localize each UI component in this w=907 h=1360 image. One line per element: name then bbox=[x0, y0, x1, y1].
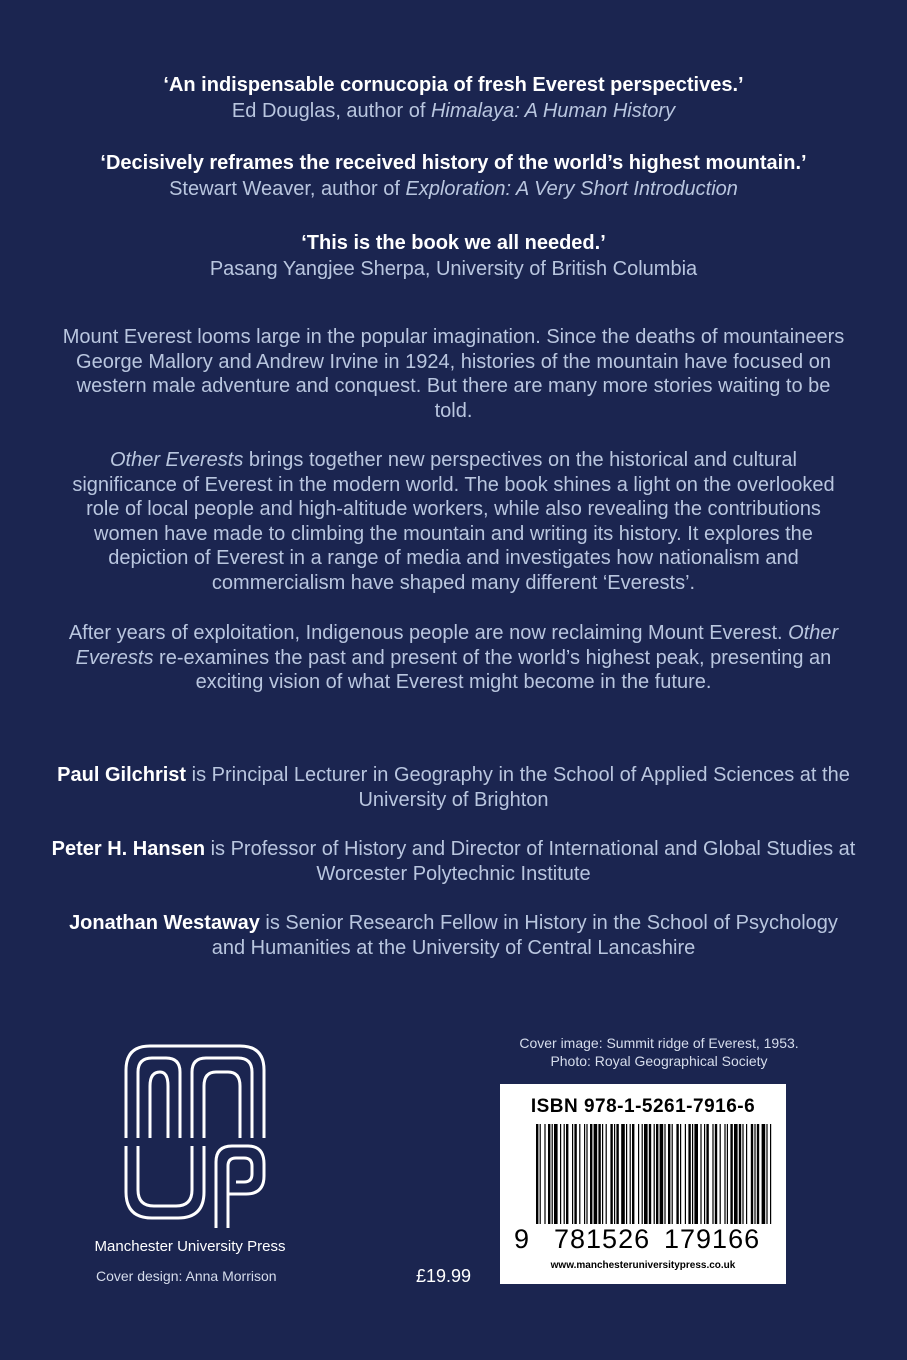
editor-bio-2 bbox=[50, 837, 857, 886]
barcode-digit-prefix: 9 bbox=[514, 1224, 530, 1254]
quote-1 bbox=[40, 72, 867, 124]
editor-bio-3 bbox=[50, 911, 857, 960]
credit-line-2: Photo: Royal Geographical Society bbox=[550, 1053, 768, 1069]
attribution-author: Pasang Yangjee Sherpa, University of British Columbia bbox=[209, 258, 698, 280]
editor-description: is Professor of History and Director of International and Global Studies at Worcester Polytechnic Institute bbox=[205, 838, 856, 885]
quote-attribution bbox=[40, 256, 867, 282]
barcode-icon bbox=[536, 1124, 776, 1224]
isbn-number: ISBN 978-1-5261-7916-6 bbox=[530, 1096, 756, 1117]
editor-name: Jonathan Westaway bbox=[69, 912, 260, 934]
blurb-text: re-examines the past and present of the world’s highest peak, presenting an exciting vision of what Everest might become in the future. bbox=[153, 646, 832, 693]
cover-design-credit: Cover design: Anna Morrison bbox=[96, 1268, 277, 1284]
price: £19.99 bbox=[416, 1266, 472, 1286]
barcode-panel bbox=[500, 1084, 786, 1284]
editor-name: Peter H. Hansen bbox=[51, 838, 206, 860]
editor-description: is Principal Lecturer in Geography in the School of Applied Sciences at the University of Brighton bbox=[186, 764, 850, 811]
blurb-text: After years of exploitation, Indigenous people are now reclaiming Mount Everest. bbox=[68, 622, 789, 644]
quote-text: ‘This is the book we all needed.’ bbox=[301, 232, 606, 254]
barcode-digits-right: 179166 bbox=[664, 1224, 761, 1254]
editor-description: is Senior Research Fellow in History in the School of Psychology and Humanities at the University of Central Lancashire bbox=[211, 912, 838, 959]
blurb-paragraph-1: Mount Everest looms large in the popular imagination. Since the deaths of mountaineers George Mallory and Andrew Irvine in 1924, histories of the mountain have focused on western male adventure and conquest. But there are many more stories waiting to be told. bbox=[62, 326, 845, 422]
blurb-paragraph-3 bbox=[56, 621, 851, 695]
blurb-text: brings together new perspectives on the historical and cultural significance of Everest in the modern world. The book shines a light on the overlooked role of local people and high-altitude workers, while also revealing the contributions women have made to climbing the mountain and writing its history. It explores the depiction of Everest in a range of media and investigates how nationalism and commercialism have shaped many different ‘Everests’. bbox=[72, 449, 835, 594]
quote-3 bbox=[40, 230, 867, 282]
quote-text: ‘An indispensable cornucopia of fresh Everest perspectives.’ bbox=[163, 74, 744, 96]
attribution-author: Stewart Weaver, author of bbox=[169, 178, 406, 200]
attribution-author: Ed Douglas, author of bbox=[231, 100, 431, 122]
quote-attribution bbox=[40, 98, 867, 124]
editor-name: Paul Gilchrist bbox=[57, 764, 187, 786]
book-title: Other Everests bbox=[75, 622, 839, 669]
publisher-url: www.manchesteruniversitypress.co.uk bbox=[550, 1260, 736, 1271]
barcode-digits-left: 781526 bbox=[554, 1224, 651, 1254]
quote-2 bbox=[40, 150, 867, 202]
cover-image-credit bbox=[470, 1034, 848, 1070]
book-title: Other Everests bbox=[109, 449, 244, 471]
blurb-paragraph-2 bbox=[56, 448, 851, 595]
attribution-title: Himalaya: A Human History bbox=[430, 100, 676, 122]
credit-line-1: Cover image: Summit ridge of Everest, 1953. bbox=[519, 1035, 799, 1051]
attribution-title: Exploration: A Very Short Introduction bbox=[405, 178, 738, 200]
mup-logo-icon bbox=[120, 1042, 270, 1232]
editor-bio-1 bbox=[50, 763, 857, 812]
publisher-name: Manchester University Press bbox=[94, 1238, 286, 1255]
quote-attribution bbox=[40, 176, 867, 202]
quote-text: ‘Decisively reframes the received history of the world’s highest mountain.’ bbox=[100, 152, 807, 174]
